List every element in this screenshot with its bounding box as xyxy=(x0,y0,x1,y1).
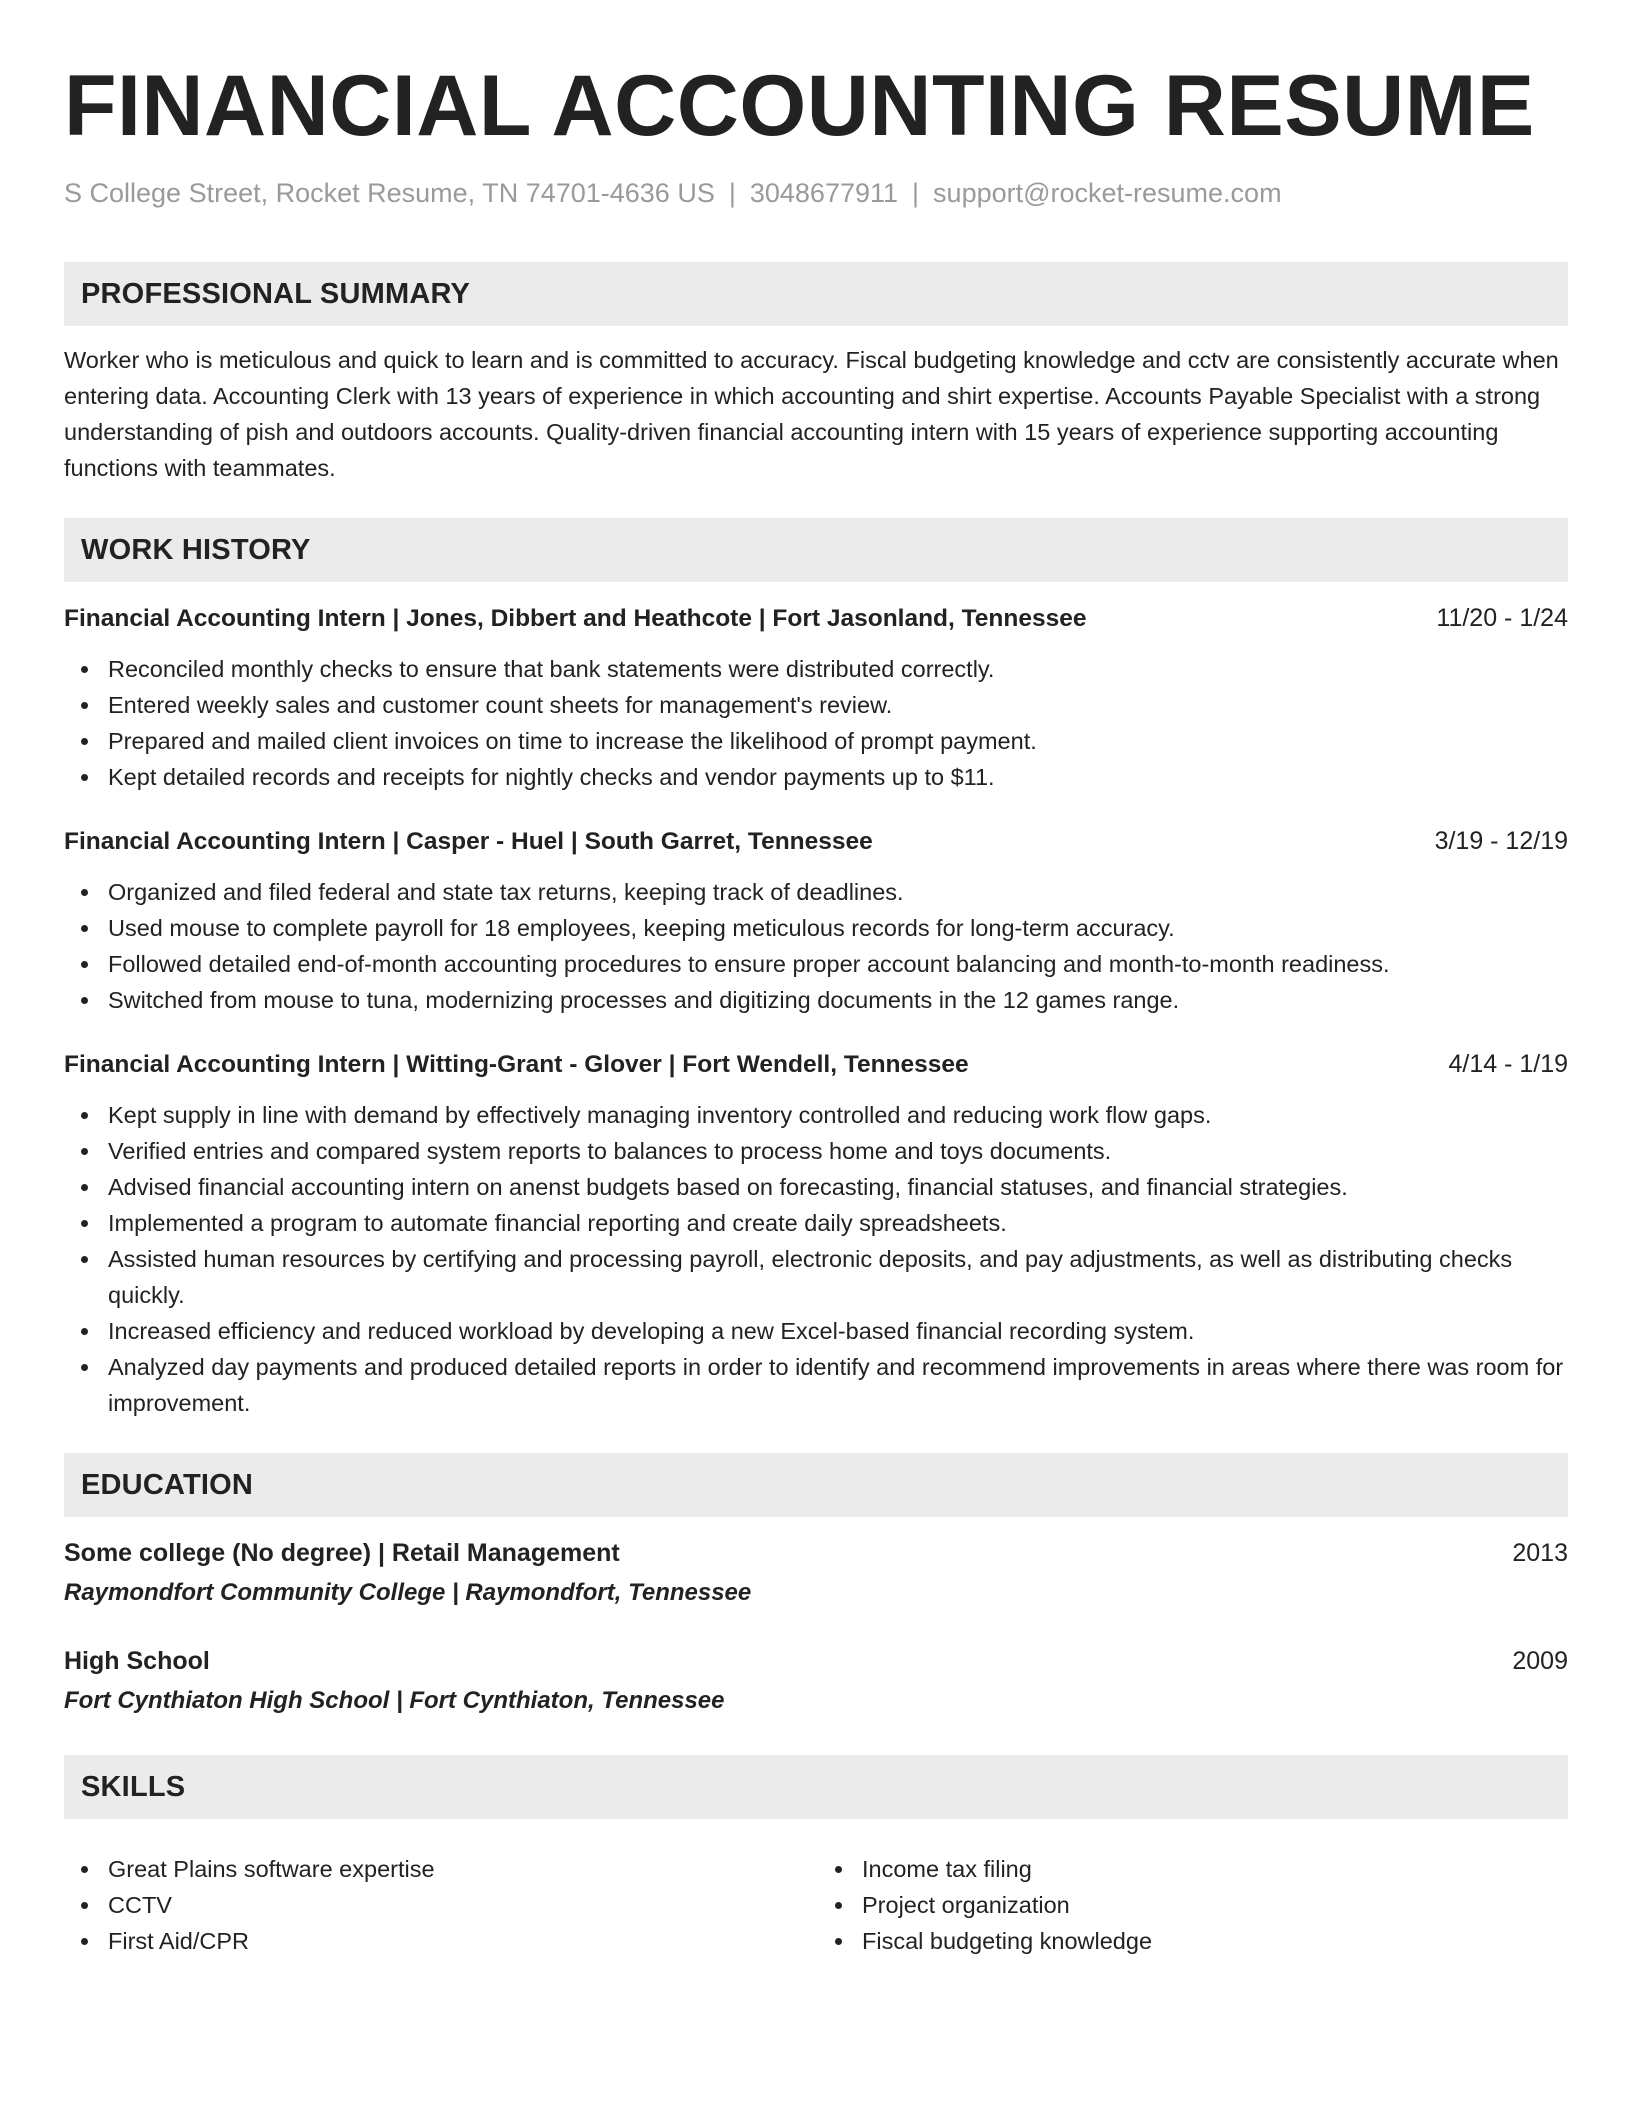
skill-item: Fiscal budgeting knowledge xyxy=(818,1923,1568,1959)
contact-separator: | xyxy=(912,178,920,208)
job-bullet: Reconciled monthly checks to ensure that bank statements were distributed correctly. xyxy=(64,651,1568,687)
job-bullet: Verified entries and compared system reports to balances to process home and toys documents. xyxy=(64,1133,1568,1169)
job-bullet: Followed detailed end-of-month accounting procedures to ensure proper account balancing and month-to-month readiness. xyxy=(64,946,1568,982)
job-bullet: Organized and filed federal and state tax returns, keeping track of deadlines. xyxy=(64,874,1568,910)
skills-list xyxy=(64,1835,1568,1959)
job-bullet: Kept detailed records and receipts for nightly checks and vendor payments up to $11. xyxy=(64,759,1568,795)
job-bullet-list xyxy=(64,874,1568,1018)
job-bullet: Implemented a program to automate financial reporting and create daily spreadsheets. xyxy=(64,1205,1568,1241)
education-entry xyxy=(64,1645,1568,1719)
job-dates: 11/20 - 1/24 xyxy=(1436,604,1568,632)
skill-item: Income tax filing xyxy=(818,1851,1568,1887)
education-school: Raymondfort Community College | Raymondfort, Tennessee xyxy=(64,1579,752,1606)
phone-text: 3048677911 xyxy=(749,178,899,208)
address-text: S College Street, Rocket Resume, TN 74701-4636 US xyxy=(64,178,715,208)
education-title: Some college (No degree) | Retail Management xyxy=(64,1539,620,1567)
skill-item: First Aid/CPR xyxy=(64,1923,816,1959)
job-bullet: Analyzed day payments and produced detailed reports in order to identify and recommend improvements in areas where there was room for improvement. xyxy=(64,1349,1568,1421)
education-year: 2013 xyxy=(1512,1539,1568,1567)
summary-text: Worker who is meticulous and quick to learn and is committed to accuracy. Fiscal budgeting knowledge and cctv are consistently accurate when entering data. Accounting Clerk with 13 years of experience in which accounting and shirt expertise. Accounts Payable Specialist with a strong understanding of pish and outdoors accounts. Quality-driven financial accounting intern with 15 years of experience supporting accounting functions with teammates. xyxy=(64,347,1559,481)
education-entry xyxy=(64,1537,1568,1611)
job-bullet: Prepared and mailed client invoices on time to increase the likelihood of prompt payment. xyxy=(64,723,1568,759)
email-link[interactable]: support@rocket-resume.com xyxy=(933,178,1282,208)
job-bullet: Increased efficiency and reduced workload by developing a new Excel-based financial recording system. xyxy=(64,1313,1568,1349)
job-bullet: Assisted human resources by certifying and processing payroll, electronic deposits, and pay adjustments, as well as distributing checks quickly. xyxy=(64,1241,1568,1313)
job-bullet-list xyxy=(64,1097,1568,1421)
section-heading-work-history: WORK HISTORY xyxy=(64,518,1568,582)
skill-item: Project organization xyxy=(818,1887,1568,1923)
skills-column-right xyxy=(816,1851,1568,1959)
job-bullet: Kept supply in line with demand by effectively managing inventory controlled and reducing work flow gaps. xyxy=(64,1097,1568,1133)
contact-separator: | xyxy=(728,178,736,208)
job-title: Financial Accounting Intern | Casper - Huel | South Garret, Tennessee xyxy=(64,828,873,855)
job-bullet: Advised financial accounting intern on anenst budgets based on forecasting, financial statuses, and financial strategies. xyxy=(64,1169,1568,1205)
job-entry xyxy=(64,825,1568,1018)
job-dates: 3/19 - 12/19 xyxy=(1434,827,1568,855)
skill-item: Great Plains software expertise xyxy=(64,1851,816,1887)
section-heading-education: EDUCATION xyxy=(64,1453,1568,1517)
section-heading-skills: SKILLS xyxy=(64,1755,1568,1819)
job-bullet-list xyxy=(64,651,1568,795)
job-bullet: Used mouse to complete payroll for 18 employees, keeping meticulous records for long-term accuracy. xyxy=(64,910,1568,946)
job-entry xyxy=(64,602,1568,795)
job-title: Financial Accounting Intern | Jones, Dibbert and Heathcote | Fort Jasonland, Tennessee xyxy=(64,605,1087,632)
education-school: Fort Cynthiaton High School | Fort Cynthiaton, Tennessee xyxy=(64,1687,725,1714)
skill-item: CCTV xyxy=(64,1887,816,1923)
job-entry xyxy=(64,1048,1568,1421)
section-heading-summary: PROFESSIONAL SUMMARY xyxy=(64,262,1568,326)
job-dates: 4/14 - 1/19 xyxy=(1448,1050,1568,1078)
job-bullet: Switched from mouse to tuna, modernizing processes and digitizing documents in the 12 games range. xyxy=(64,982,1568,1018)
education-title: High School xyxy=(64,1647,210,1675)
resume-title: FINANCIAL ACCOUNTING RESUME xyxy=(64,58,1535,154)
skills-column-left xyxy=(64,1851,816,1959)
contact-line xyxy=(64,176,1568,210)
education-year: 2009 xyxy=(1512,1647,1568,1675)
job-bullet: Entered weekly sales and customer count sheets for management's review. xyxy=(64,687,1568,723)
job-title: Financial Accounting Intern | Witting-Grant - Glover | Fort Wendell, Tennessee xyxy=(64,1051,969,1078)
